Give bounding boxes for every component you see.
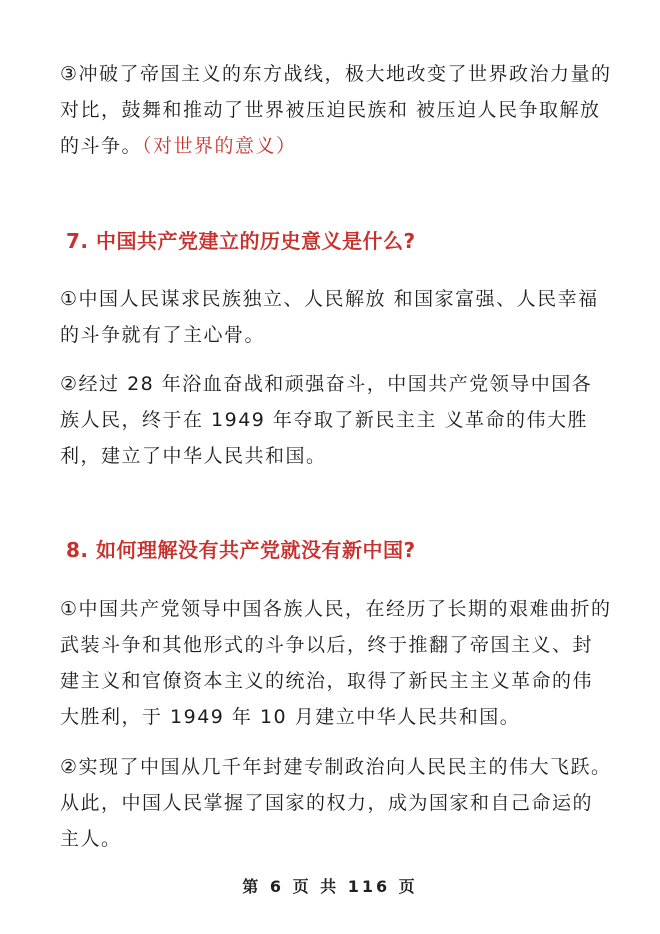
paragraph-prev-3-text: ③冲破了帝国主义的东方战线，极大地改变了世界政治力量的对比，鼓舞和推动了世界被压迫民族和 被压迫人民争取解放的斗争 bbox=[60, 63, 612, 157]
question-7-paragraph-1: ①中国人民谋求民族独立、人民解放 和国家富强、人民幸福的斗争就有了主心骨。 bbox=[60, 288, 599, 346]
question-8-paragraph-2: ②实现了中国从几千年封建专制政治向人民民主的伟大飞跃。从此，中国人民掌握了国家的权力，成为国家和自己命运的主人。 bbox=[60, 756, 612, 850]
paragraph-prev-3 bbox=[60, 56, 612, 164]
question-8-paragraph-1: ①中国共产党领导中国各族人民，在经历了长期的艰难曲折的武装斗争和其他形式的斗争以后，终于推翻了帝国主义、封建主义和官僚资本主义的统治，取得了新民主主义革命的伟大胜利，于 1949 年 10 月建立中华人民共和国。 bbox=[60, 598, 612, 728]
annotation-world-significance: （对世界的意义） bbox=[142, 135, 297, 157]
paragraph-prev-3-end: 。 bbox=[121, 135, 143, 157]
page-number-footer: 第 6 页 共 116 页 bbox=[242, 877, 418, 896]
question-7-paragraph-2: ②经过 28 年浴血奋战和顽强奋斗，中国共产党领导中国各族人民，终于在 1949 年夺取了新民主主 义革命的伟大胜利，建立了中华人民共和国。 bbox=[60, 373, 593, 467]
question-7-heading: 7. 中国共产党建立的历史意义是什么? bbox=[66, 229, 416, 253]
question-8-heading: 8. 如何理解没有共产党就没有新中国? bbox=[66, 538, 416, 562]
